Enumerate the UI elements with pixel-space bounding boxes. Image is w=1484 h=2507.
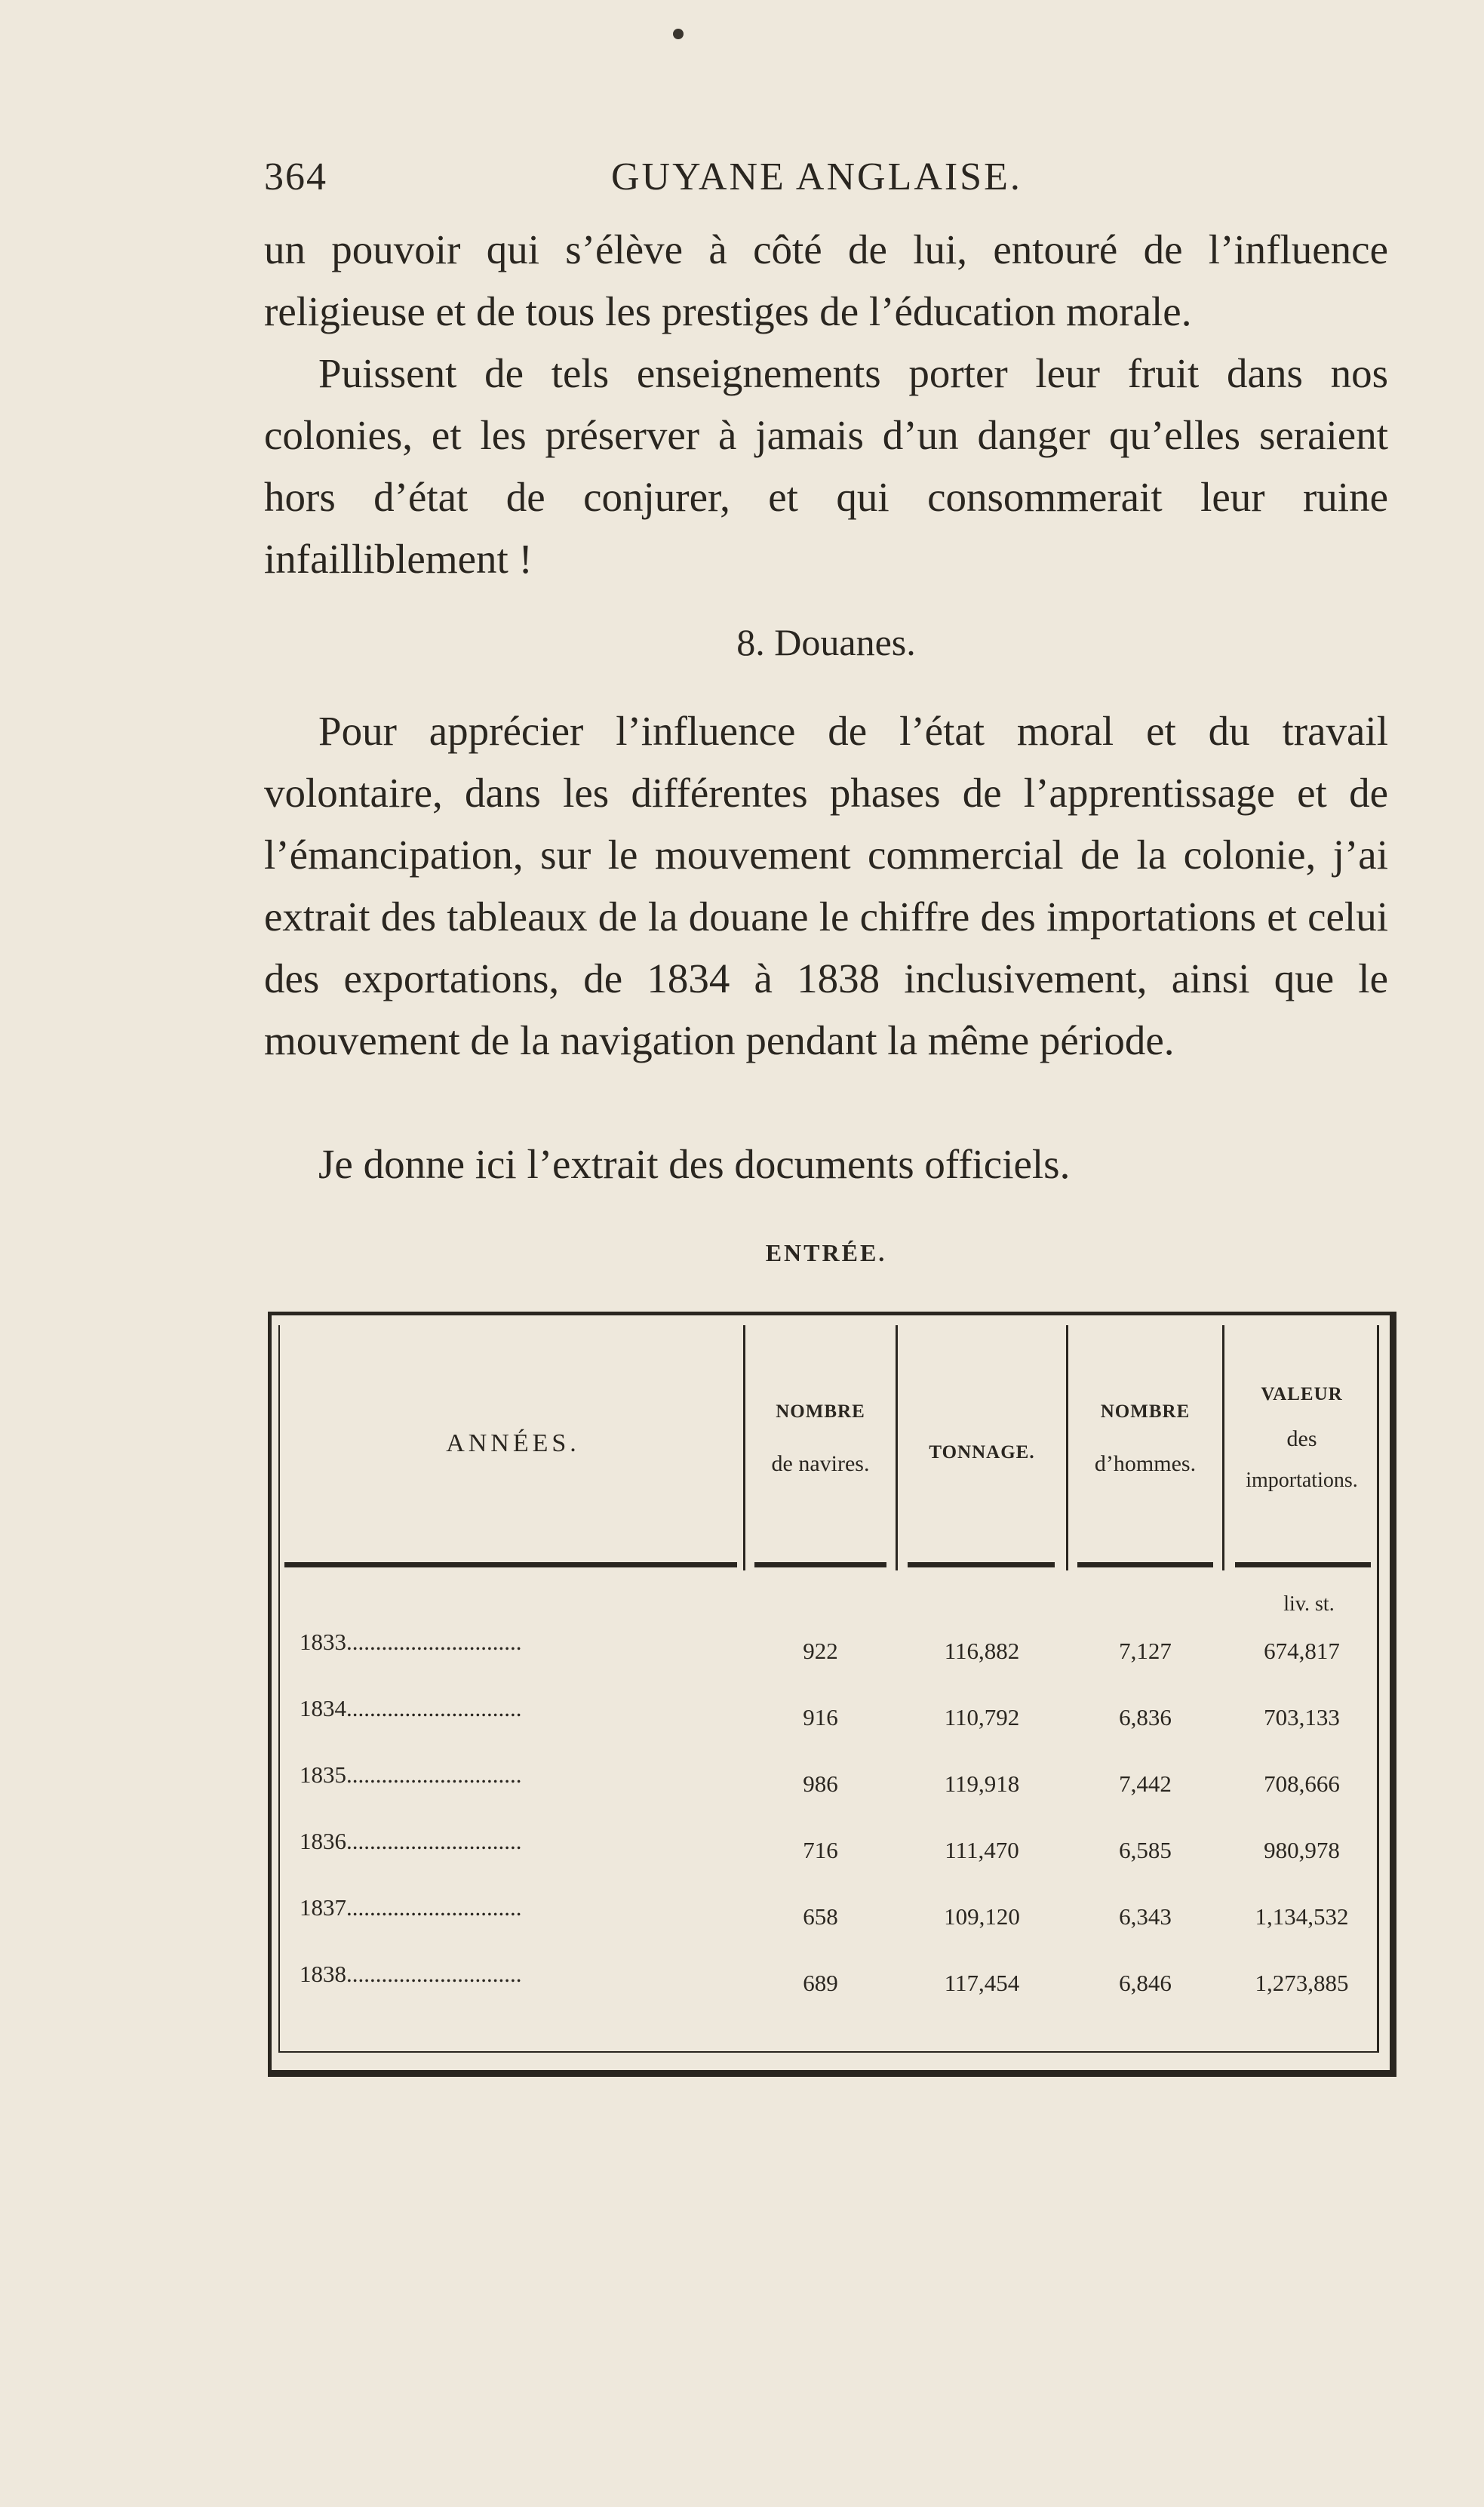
header-navires-bottom: de navires. xyxy=(771,1451,870,1476)
header-hommes xyxy=(1068,1401,1222,1478)
header-rule xyxy=(1077,1562,1213,1567)
table-row xyxy=(268,1828,1392,1873)
header-navires-top: NOMBRE xyxy=(776,1401,865,1422)
row-tonnage: 110,792 xyxy=(944,1704,1020,1730)
text-block-bottom xyxy=(264,1134,1388,1195)
customs-table xyxy=(268,1312,1392,2074)
row-hommes: 6,585 xyxy=(1119,1837,1172,1863)
row-hommes: 6,846 xyxy=(1119,1970,1172,1996)
header-valeur-top: VALEUR xyxy=(1261,1384,1343,1404)
header-tonnage: TONNAGE. xyxy=(929,1442,1035,1463)
header-rule xyxy=(284,1562,737,1567)
text-block-top xyxy=(264,219,1388,590)
header-valeur-mid: des xyxy=(1286,1426,1317,1451)
row-hommes: 7,442 xyxy=(1119,1770,1172,1797)
row-valeur: 980,978 xyxy=(1264,1837,1340,1863)
row-navires: 716 xyxy=(803,1837,838,1863)
ink-dot xyxy=(673,29,684,39)
row-tonnage: 111,470 xyxy=(945,1837,1019,1863)
row-tonnage: 119,918 xyxy=(944,1770,1020,1797)
header-hommes-bottom: d’hommes. xyxy=(1094,1451,1197,1476)
header-annees: ANNÉES. xyxy=(446,1429,580,1457)
paragraph-4: Je donne ici l’extrait des documents officiels. xyxy=(318,1141,1071,1187)
row-tonnage: 116,882 xyxy=(944,1638,1020,1664)
row-navires: 922 xyxy=(803,1638,838,1664)
row-valeur: 708,666 xyxy=(1264,1770,1340,1797)
row-navires: 658 xyxy=(803,1903,838,1930)
paragraph-2: Puissent de tels enseignements porter leur fruit dans nos colonies, et les préserver à jamais d’un danger qu’elles seraient hors d’état de conjurer, et qui consommerait leur ruine infailliblement ! xyxy=(264,350,1388,582)
table-row xyxy=(268,1629,1392,1674)
table-title: ENTRÉE. xyxy=(765,1239,887,1266)
row-valeur: 674,817 xyxy=(1264,1638,1340,1664)
page-number: 364 xyxy=(264,155,327,198)
table-row xyxy=(268,1961,1392,2006)
row-navires: 916 xyxy=(803,1704,838,1730)
row-valeur: 1,134,532 xyxy=(1255,1903,1349,1930)
row-navires: 689 xyxy=(803,1970,838,1996)
row-year: 1836.............................. xyxy=(300,1828,522,1854)
row-valeur: 703,133 xyxy=(1264,1704,1340,1730)
table-row xyxy=(268,1761,1392,1807)
header-rule xyxy=(908,1562,1055,1567)
paragraph-3: Pour apprécier l’influence de l’état moral et du travail volontaire, dans les différentes phases de l’apprentissage et de l’émancipation, sur le mouvement commercial de la colonie, j’ai extrait des tableaux de la douane le chiffre des importations et celui des exportations, de 1834 à 1838 inclusivement, ainsi que le mouvement de la navigation pendant la même période. xyxy=(264,708,1388,1063)
running-header xyxy=(264,155,1388,215)
text-block-middle xyxy=(264,700,1388,1072)
row-year: 1834.............................. xyxy=(300,1695,522,1721)
table-row xyxy=(268,1695,1392,1740)
running-title: GUYANE ANGLAISE. xyxy=(611,155,1022,198)
row-tonnage: 117,454 xyxy=(944,1970,1020,1996)
paragraph-1: un pouvoir qui s’élève à côté de lui, entouré de l’influence religieuse et de tous les prestiges de l’éducation morale. xyxy=(264,226,1388,334)
row-valeur: 1,273,885 xyxy=(1255,1970,1349,1996)
header-valeur-bottom: importations. xyxy=(1246,1469,1358,1492)
row-hommes: 6,343 xyxy=(1119,1903,1172,1930)
table-row xyxy=(268,1894,1392,1939)
row-year: 1838.............................. xyxy=(300,1961,522,1987)
header-valeur xyxy=(1224,1383,1379,1493)
row-tonnage: 109,120 xyxy=(944,1903,1020,1930)
header-rule xyxy=(754,1562,886,1567)
header-rule xyxy=(1235,1562,1371,1567)
row-year: 1837.............................. xyxy=(300,1894,522,1921)
header-hommes-top: NOMBRE xyxy=(1100,1401,1191,1422)
row-year: 1833.............................. xyxy=(300,1629,522,1655)
row-hommes: 7,127 xyxy=(1119,1638,1172,1664)
row-year: 1835.............................. xyxy=(300,1761,522,1788)
row-navires: 986 xyxy=(803,1770,838,1797)
header-navires xyxy=(745,1401,896,1478)
row-hommes: 6,836 xyxy=(1119,1704,1172,1730)
section-heading: 8. Douanes. xyxy=(736,621,916,663)
unit-label: liv. st. xyxy=(1283,1592,1335,1616)
